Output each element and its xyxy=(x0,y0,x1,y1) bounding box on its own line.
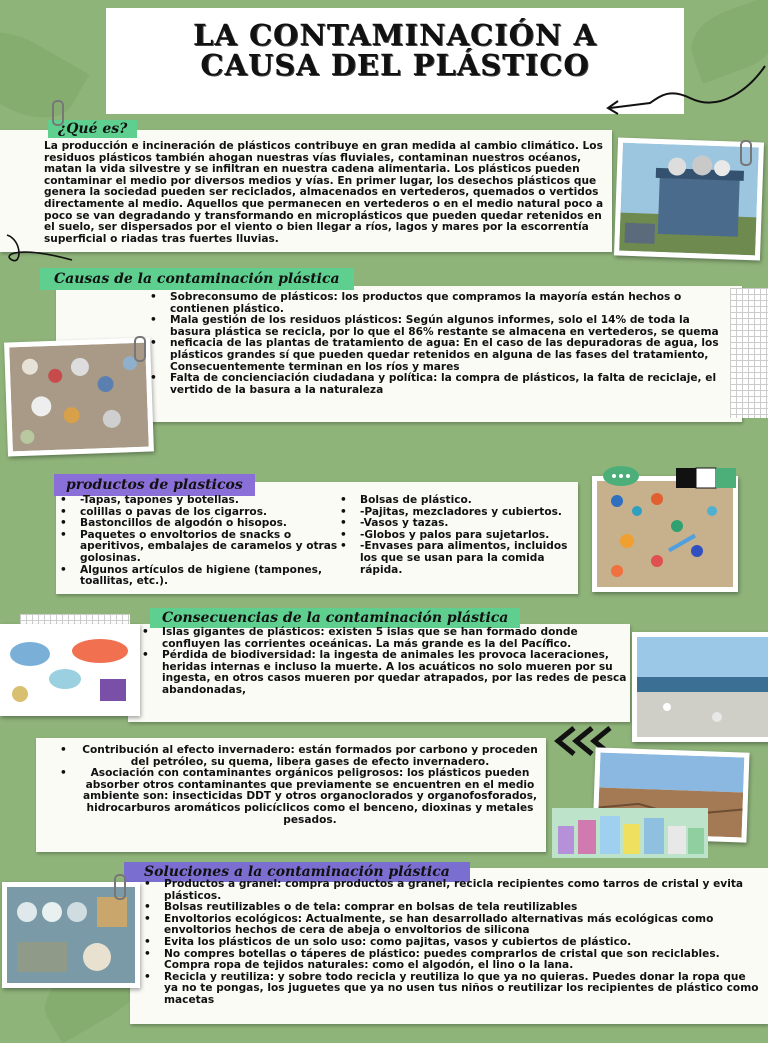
soluciones-label: Soluciones a la contaminación plástica xyxy=(124,862,470,882)
productos-item: • Bolsas de plástico. xyxy=(360,495,570,507)
consecuencias-item: • Pérdida de biodiversidad: la ingesta de animales les provoca laceraciones, heridas internas e incluso la muerte. A los acuáticos no solo mueren por su ingesta, en otros casos mueren por quedar atrapados, por las redes de pesca abandonadas, xyxy=(162,650,628,696)
causas-item: • Mala gestión de los residuos plásticos: Según algunos informes, solo el 14% de toda la basura plástica se recicla, por lo que el 86% restante se almacena en vertederos, se quema xyxy=(170,315,730,338)
chemicals-illustration xyxy=(552,808,708,858)
paperclip-icon xyxy=(740,140,752,166)
productos-item: • colillas o pavas de los cigarros. xyxy=(80,507,342,519)
causas-item: • Falta de concienciación ciudadana y política: la compra de plásticos, la falta de reciclaje, el vertido de la basura a la naturaleza xyxy=(170,373,730,396)
productos-item: • -Pajitas, mezcladores y cubiertos. xyxy=(360,507,570,519)
curved-arrow-icon xyxy=(600,58,768,118)
causas-list xyxy=(170,292,730,396)
soluciones-item: • Productos a granel: compra productos a granel, recicla recipientes como tarros de cristal y evita plásticos. xyxy=(164,879,760,902)
button-icon xyxy=(600,464,642,488)
productos-item: • -Vasos y tazas. xyxy=(360,518,570,530)
soluciones-list xyxy=(164,879,760,1007)
productos-item: • Bastoncillos de algodón o hisopos. xyxy=(80,518,342,530)
consecuencias-label: Consecuencias de la contaminación plástica xyxy=(150,608,520,628)
causas-item: • Sobreconsumo de plásticos: los productos que compramos la mayoría están hechos o contienen plástico. xyxy=(170,292,730,315)
paperclip-icon xyxy=(134,336,146,362)
productos-item: • -Tapas, tapones y botellas. xyxy=(80,495,342,507)
consecuencias-item: • Islas gigantes de plásticos: existen 5 islas que se han formado donde confluyen las corrientes oceánicas. La más grande es la del Pacífico. xyxy=(162,627,628,650)
productos-label: productos de plasticos xyxy=(54,474,255,496)
puzzle-icon xyxy=(672,462,742,498)
consecuencias-top-list xyxy=(162,627,628,697)
soluciones-item: • Bolsas reutilizables o de tela: comprar en bolsas de tela reutilizables xyxy=(164,902,760,914)
title-line-2: CAUSA DEL PLÁSTICO xyxy=(200,48,590,82)
soluciones-item: • Envoltorios ecológicos: Actualmente, se han desarrollado alternativas más ecológicas como envoltorios hechos de cera de abeja o envoltorios de silicona xyxy=(164,914,760,937)
consecuencias-item: • Contribución al efecto invernadero: están formados por carbono y proceden del petróleo, su quema, libera gases de efecto invernadero. xyxy=(80,745,540,768)
productos-left-list xyxy=(80,495,342,588)
que-es-label: ¿Qué es? xyxy=(48,120,137,138)
plastic-island-photo xyxy=(632,632,768,742)
consecuencias-item: • Asociación con contaminantes orgánicos peligrosos: los plásticos pueden absorber otros contaminantes que previamente se encuentren en el medio ambiente son: insecticidas DDT y otros organoclorados y organofosforados, hidrocarburos aromáticos policíclicos como el benceno, dioxinas y metales pesados. xyxy=(80,768,540,826)
paperclip-icon xyxy=(52,100,64,126)
productos-item: • Algunos artículos de higiene (tampones, toallitas, etc.). xyxy=(80,565,342,588)
productos-right-list xyxy=(360,495,570,576)
plastic-waste-photo xyxy=(4,337,154,456)
consecuencias-bottom-list xyxy=(80,745,540,826)
que-es-text: La producción e incineración de plásticos contribuye en gran medida al cambio climático. Los residuos plásticos también ahogan nuestras vías fluviales, contaminan nuestros océanos, matan la vida silvestre y se infiltran en nuestra cadena alimentaria. Los plásticos pueden contaminar el medio por diversos medios y vías. En primer lugar, los desechos plásticos que genera la sociedad pueden ser reciclados, almacenados en vertederos, quemados o vertidos directamente al medio. Aquellos que permanecen en vertederos o en el medio natural poco a poco se van degradando y transformando en microplásticos que pueden quedar retenidos en el suelo, ser dispersados por el viento o bien llegar a ríos, lagos y mares por la escorrentía superficial o riadas tras fuertes lluvias. xyxy=(44,140,604,245)
soluciones-item: • No compres botellas o táperes de plástico: puedes comprarlos de cristal que son reciclables. Compra ropa de tejidos naturales: como el algodón, el lino o la lana. xyxy=(164,949,760,972)
productos-item: • Paquetes o envoltorios de snacks o aperitivos, embalajes de caramelos y otras golosinas. xyxy=(80,530,342,565)
productos-item: • -Envases para alimentos, incluidos los que se usan para la comida rápida. xyxy=(360,541,570,576)
leaf-decoration xyxy=(0,15,89,136)
paperclip-icon xyxy=(114,874,126,900)
title-line-1: LA CONTAMINACIÓN A xyxy=(192,18,598,52)
grid-paper-decoration xyxy=(730,288,768,418)
causas-label: Causas de la contaminación plástica xyxy=(40,268,354,290)
productos-item: • -Globos y palos para sujetarlos. xyxy=(360,530,570,542)
page-title xyxy=(106,20,684,80)
soluciones-item: • Recicla y reutiliza: y sobre todo recicla y reutiliza lo que ya no quieras. Puedes donar la ropa que ya no te pongas, los juguetes que ya no usen tus niños o reutilizar los recipientes de plástico como macetas xyxy=(164,972,760,1007)
causas-item: • neficacia de las plantas de tratamiento de agua: En el caso de las depuradoras de agua, los plásticos grandes sí que pueden quedar retenidos en alguna de las fases del tratamiento, Consecuentemente terminan en los ríos y mares xyxy=(170,338,730,373)
soluciones-item: • Evita los plásticos de un solo uso: como pajitas, vasos y cubiertos de plástico. xyxy=(164,937,760,949)
polluted-animals-illustration xyxy=(0,624,140,716)
